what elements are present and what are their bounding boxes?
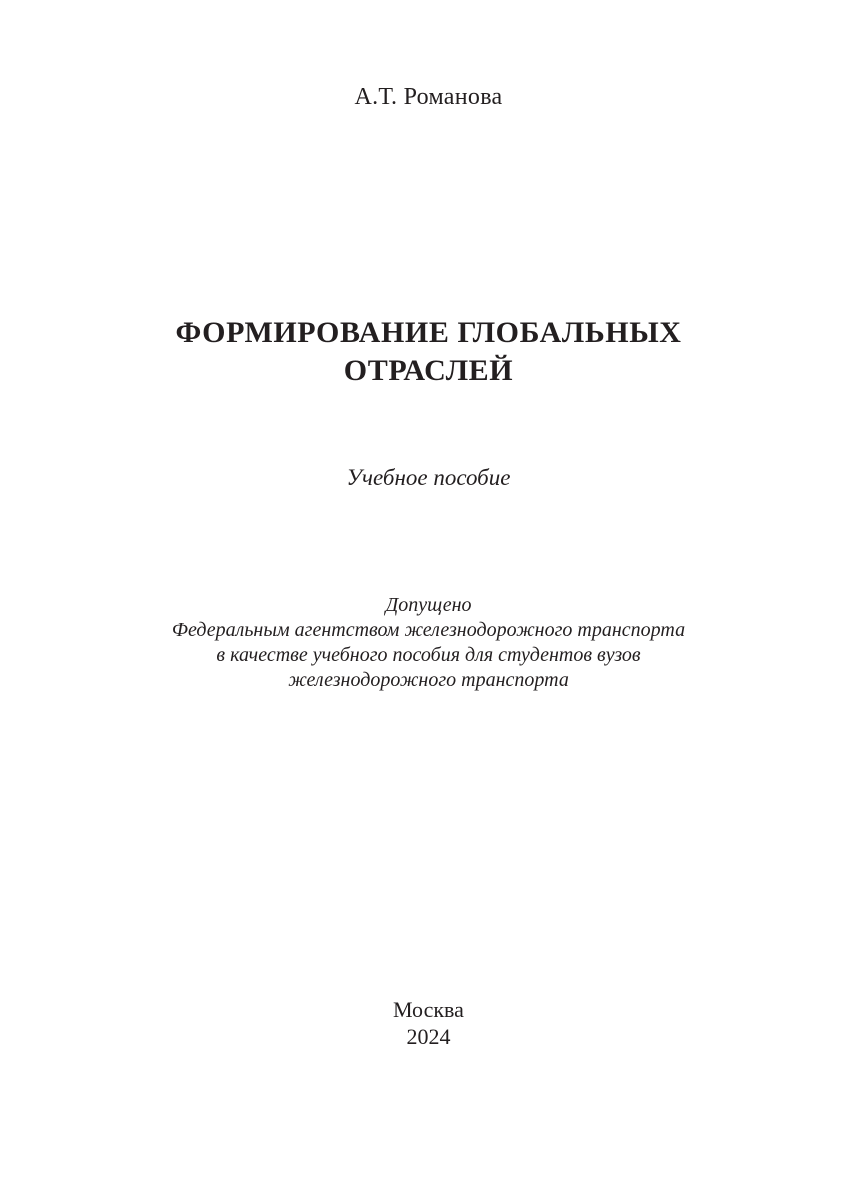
- approval-line: Федеральным агентством железнодорожного транспорта: [171, 619, 686, 641]
- imprint: [0, 996, 857, 1050]
- author-name: А.Т. Романова: [354, 84, 503, 110]
- book-subtitle: Учебное пособие: [346, 465, 511, 490]
- publication-city: Москва: [393, 997, 464, 1022]
- approval-line: в качестве учебного пособия для студентов вузов: [216, 644, 641, 666]
- approval-line: Допущено: [385, 594, 472, 616]
- approval-notice: [0, 593, 857, 693]
- publication-year: 2024: [406, 1024, 451, 1049]
- approval-line: железнодорожного транспорта: [288, 669, 569, 691]
- book-title: [0, 314, 857, 390]
- book-title-line: ОТРАСЛЕЙ: [343, 354, 514, 387]
- book-title-line: ФОРМИРОВАНИЕ ГЛОБАЛЬНЫХ: [175, 316, 682, 349]
